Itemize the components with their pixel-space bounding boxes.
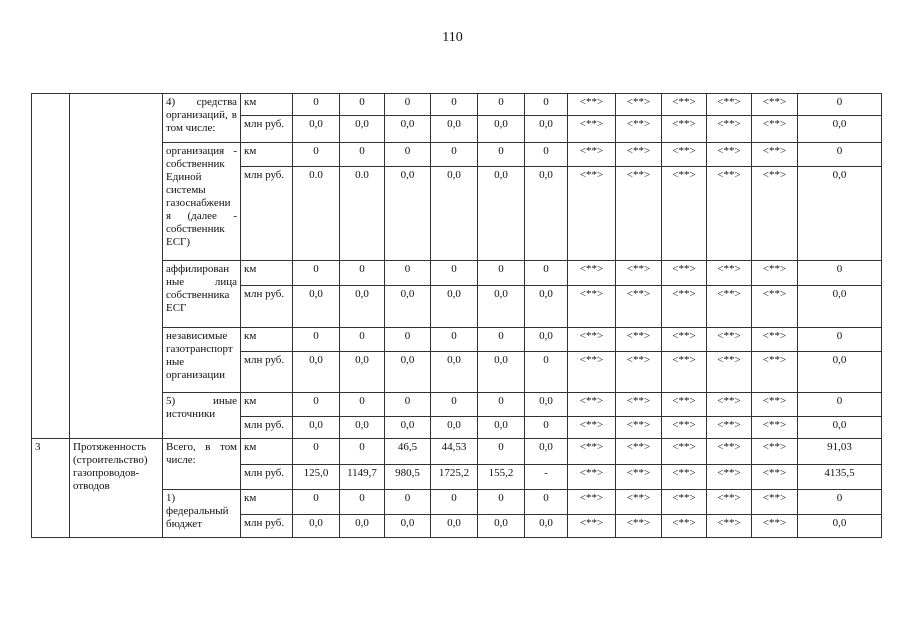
value-cell: <**>	[568, 286, 616, 328]
value-cell: <**>	[662, 465, 707, 490]
value-cell: <**>	[752, 261, 798, 286]
value-cell: 0	[798, 328, 882, 352]
value-cell: 0	[340, 328, 385, 352]
value-cell: 0,0	[385, 352, 431, 393]
value-cell: 0,0	[478, 286, 525, 328]
value-cell: 0	[478, 261, 525, 286]
value-cell: <**>	[616, 167, 662, 261]
value-cell: 0	[293, 328, 340, 352]
data-table	[31, 93, 882, 538]
value-cell: 0	[478, 143, 525, 167]
value-cell: 0,0	[293, 417, 340, 439]
value-cell: <**>	[568, 465, 616, 490]
value-cell: <**>	[568, 439, 616, 465]
value-cell: <**>	[568, 143, 616, 167]
value-cell: <**>	[752, 328, 798, 352]
value-cell: <**>	[616, 352, 662, 393]
value-cell: 0	[525, 143, 568, 167]
value-cell: <**>	[662, 393, 707, 417]
value-cell: <**>	[752, 515, 798, 538]
value-cell: 0,0	[340, 417, 385, 439]
value-cell: <**>	[752, 116, 798, 143]
value-cell: 0,0	[340, 515, 385, 538]
row-number	[32, 94, 70, 439]
value-cell: 0	[293, 490, 340, 515]
value-cell: 0,0	[431, 417, 478, 439]
value-cell: 0	[293, 143, 340, 167]
value-cell: 0,0	[798, 417, 882, 439]
value-cell: <**>	[707, 417, 752, 439]
value-cell: 0	[293, 393, 340, 417]
value-cell: 1725,2	[431, 465, 478, 490]
value-cell: 0,0	[525, 286, 568, 328]
value-cell: <**>	[662, 116, 707, 143]
value-cell: <**>	[662, 143, 707, 167]
value-cell: <**>	[662, 167, 707, 261]
value-cell: 0	[525, 261, 568, 286]
value-cell: <**>	[568, 417, 616, 439]
value-cell: 0	[478, 94, 525, 116]
value-cell: 0	[431, 143, 478, 167]
value-cell: <**>	[707, 261, 752, 286]
value-cell: 0	[525, 94, 568, 116]
value-cell: 0	[340, 261, 385, 286]
unit-rub: млн руб.	[241, 352, 293, 393]
value-cell: 0,0	[340, 116, 385, 143]
value-cell: <**>	[707, 490, 752, 515]
value-cell: 0	[798, 393, 882, 417]
value-cell: 0,0	[385, 417, 431, 439]
value-cell: 0,0	[798, 352, 882, 393]
unit-km: км	[241, 94, 293, 116]
unit-km: км	[241, 143, 293, 167]
value-cell: 46,5	[385, 439, 431, 465]
value-cell: <**>	[707, 515, 752, 538]
unit-rub: млн руб.	[241, 465, 293, 490]
value-cell: <**>	[752, 439, 798, 465]
value-cell: 0,0	[385, 116, 431, 143]
value-cell: 0,0	[798, 116, 882, 143]
value-cell: <**>	[752, 143, 798, 167]
value-cell: 0	[525, 352, 568, 393]
unit-km: км	[241, 328, 293, 352]
value-cell: 0	[525, 490, 568, 515]
value-cell: 0,0	[431, 286, 478, 328]
value-cell: 0	[340, 393, 385, 417]
value-cell: 0,0	[478, 167, 525, 261]
value-cell: <**>	[662, 286, 707, 328]
value-cell: <**>	[568, 328, 616, 352]
value-cell: 0	[431, 261, 478, 286]
value-cell: <**>	[568, 261, 616, 286]
value-cell: <**>	[568, 116, 616, 143]
value-cell: 0	[385, 490, 431, 515]
value-cell: 0,0	[431, 167, 478, 261]
value-cell: 0,0	[478, 352, 525, 393]
value-cell: 0	[478, 393, 525, 417]
value-cell: 1149,7	[340, 465, 385, 490]
value-cell: 0,0	[525, 116, 568, 143]
value-cell: 0,0	[293, 286, 340, 328]
value-cell: 0.0	[293, 167, 340, 261]
value-cell: <**>	[662, 352, 707, 393]
value-cell: <**>	[707, 328, 752, 352]
value-cell: 0	[340, 143, 385, 167]
table-row	[32, 439, 882, 465]
value-cell: <**>	[568, 94, 616, 116]
value-cell: 0	[293, 94, 340, 116]
row-number: 3	[32, 439, 70, 538]
value-cell: <**>	[616, 94, 662, 116]
value-cell: <**>	[707, 286, 752, 328]
value-cell: 0	[293, 261, 340, 286]
value-cell: 980,5	[385, 465, 431, 490]
page-number: 110	[442, 30, 463, 45]
value-cell: 44,53	[431, 439, 478, 465]
value-cell: 0	[340, 94, 385, 116]
value-cell: 0	[385, 261, 431, 286]
value-cell: 0,0	[385, 167, 431, 261]
value-cell: <**>	[752, 465, 798, 490]
funding-source: независимые газотранспорт ные организации	[163, 328, 241, 393]
value-cell: 0,0	[431, 352, 478, 393]
unit-rub: млн руб.	[241, 515, 293, 538]
value-cell: <**>	[616, 143, 662, 167]
value-cell: <**>	[662, 417, 707, 439]
value-cell: <**>	[662, 94, 707, 116]
value-cell: <**>	[752, 352, 798, 393]
value-cell: 91,03	[798, 439, 882, 465]
value-cell: 0,0	[798, 515, 882, 538]
value-cell: <**>	[616, 490, 662, 515]
value-cell: <**>	[568, 515, 616, 538]
value-cell: <**>	[707, 94, 752, 116]
value-cell: 0	[431, 393, 478, 417]
value-cell: 0	[798, 490, 882, 515]
value-cell: 0,0	[431, 515, 478, 538]
value-cell: <**>	[662, 328, 707, 352]
value-cell: 155,2	[478, 465, 525, 490]
value-cell: 0	[431, 94, 478, 116]
unit-rub: млн руб.	[241, 286, 293, 328]
value-cell: 0,0	[798, 167, 882, 261]
value-cell: 0	[798, 94, 882, 116]
unit-km: км	[241, 393, 293, 417]
value-cell: 0,0	[525, 439, 568, 465]
value-cell: <**>	[752, 417, 798, 439]
value-cell: <**>	[616, 439, 662, 465]
value-cell: <**>	[662, 261, 707, 286]
funding-source: 1) федеральный бюджет	[163, 490, 241, 538]
value-cell: 0	[798, 261, 882, 286]
value-cell: <**>	[616, 515, 662, 538]
value-cell: <**>	[752, 286, 798, 328]
value-cell: 0,0	[385, 515, 431, 538]
indicator-name: Протяженность (строительство) газопроводов-отводов	[70, 439, 163, 538]
value-cell: 0	[431, 490, 478, 515]
value-cell: 0,0	[293, 352, 340, 393]
value-cell: 0,0	[293, 116, 340, 143]
value-cell: <**>	[752, 167, 798, 261]
funding-source: организация - собственник Единой системы газоснабжени я (далее - собственник ЕСГ)	[163, 143, 241, 261]
value-cell: 0.0	[340, 167, 385, 261]
value-cell: <**>	[662, 515, 707, 538]
value-cell: 0	[293, 439, 340, 465]
value-cell: <**>	[707, 439, 752, 465]
value-cell: 0,0	[525, 393, 568, 417]
indicator-name	[70, 94, 163, 439]
unit-km: км	[241, 261, 293, 286]
value-cell: <**>	[616, 116, 662, 143]
value-cell: 0,0	[525, 515, 568, 538]
value-cell: <**>	[616, 328, 662, 352]
unit-rub: млн руб.	[241, 167, 293, 261]
value-cell: 0	[340, 490, 385, 515]
value-cell: <**>	[568, 393, 616, 417]
value-cell: <**>	[707, 352, 752, 393]
value-cell: 0,0	[525, 167, 568, 261]
value-cell: 0	[478, 439, 525, 465]
unit-km: км	[241, 439, 293, 465]
value-cell: 0,0	[340, 352, 385, 393]
value-cell: 0	[478, 490, 525, 515]
value-cell: <**>	[752, 393, 798, 417]
value-cell: 0	[385, 94, 431, 116]
value-cell: 4135,5	[798, 465, 882, 490]
value-cell: <**>	[752, 94, 798, 116]
value-cell: 0	[478, 328, 525, 352]
value-cell: 0	[431, 328, 478, 352]
value-cell: 0,0	[478, 515, 525, 538]
value-cell: <**>	[568, 167, 616, 261]
value-cell: 0,0	[293, 515, 340, 538]
value-cell: 0	[340, 439, 385, 465]
value-cell: <**>	[616, 393, 662, 417]
value-cell: <**>	[707, 393, 752, 417]
value-cell: <**>	[707, 167, 752, 261]
value-cell: <**>	[616, 286, 662, 328]
value-cell: 0	[385, 328, 431, 352]
value-cell: 0	[525, 417, 568, 439]
funding-source: 5) иные источники	[163, 393, 241, 439]
value-cell: <**>	[662, 490, 707, 515]
value-cell: -	[525, 465, 568, 490]
table-row	[32, 94, 882, 116]
value-cell: <**>	[616, 417, 662, 439]
value-cell: <**>	[707, 116, 752, 143]
value-cell: 0,0	[385, 286, 431, 328]
value-cell: <**>	[568, 490, 616, 515]
value-cell: 0,0	[478, 417, 525, 439]
funding-source: аффилирован ные лица собственника ЕСГ	[163, 261, 241, 328]
funding-source: 4) средства организаций, в том числе:	[163, 94, 241, 143]
unit-rub: млн руб.	[241, 116, 293, 143]
value-cell: <**>	[752, 490, 798, 515]
value-cell: 0,0	[340, 286, 385, 328]
value-cell: 0	[385, 143, 431, 167]
funding-source: Всего, в том числе:	[163, 439, 241, 490]
unit-km: км	[241, 490, 293, 515]
value-cell: <**>	[662, 439, 707, 465]
value-cell: 0,0	[525, 328, 568, 352]
value-cell: <**>	[616, 261, 662, 286]
value-cell: <**>	[707, 143, 752, 167]
value-cell: 0,0	[798, 286, 882, 328]
value-cell: <**>	[616, 465, 662, 490]
value-cell: 0	[385, 393, 431, 417]
unit-rub: млн руб.	[241, 417, 293, 439]
value-cell: <**>	[707, 465, 752, 490]
value-cell: 125,0	[293, 465, 340, 490]
value-cell: 0	[798, 143, 882, 167]
value-cell: 0,0	[431, 116, 478, 143]
value-cell: <**>	[568, 352, 616, 393]
value-cell: 0,0	[478, 116, 525, 143]
